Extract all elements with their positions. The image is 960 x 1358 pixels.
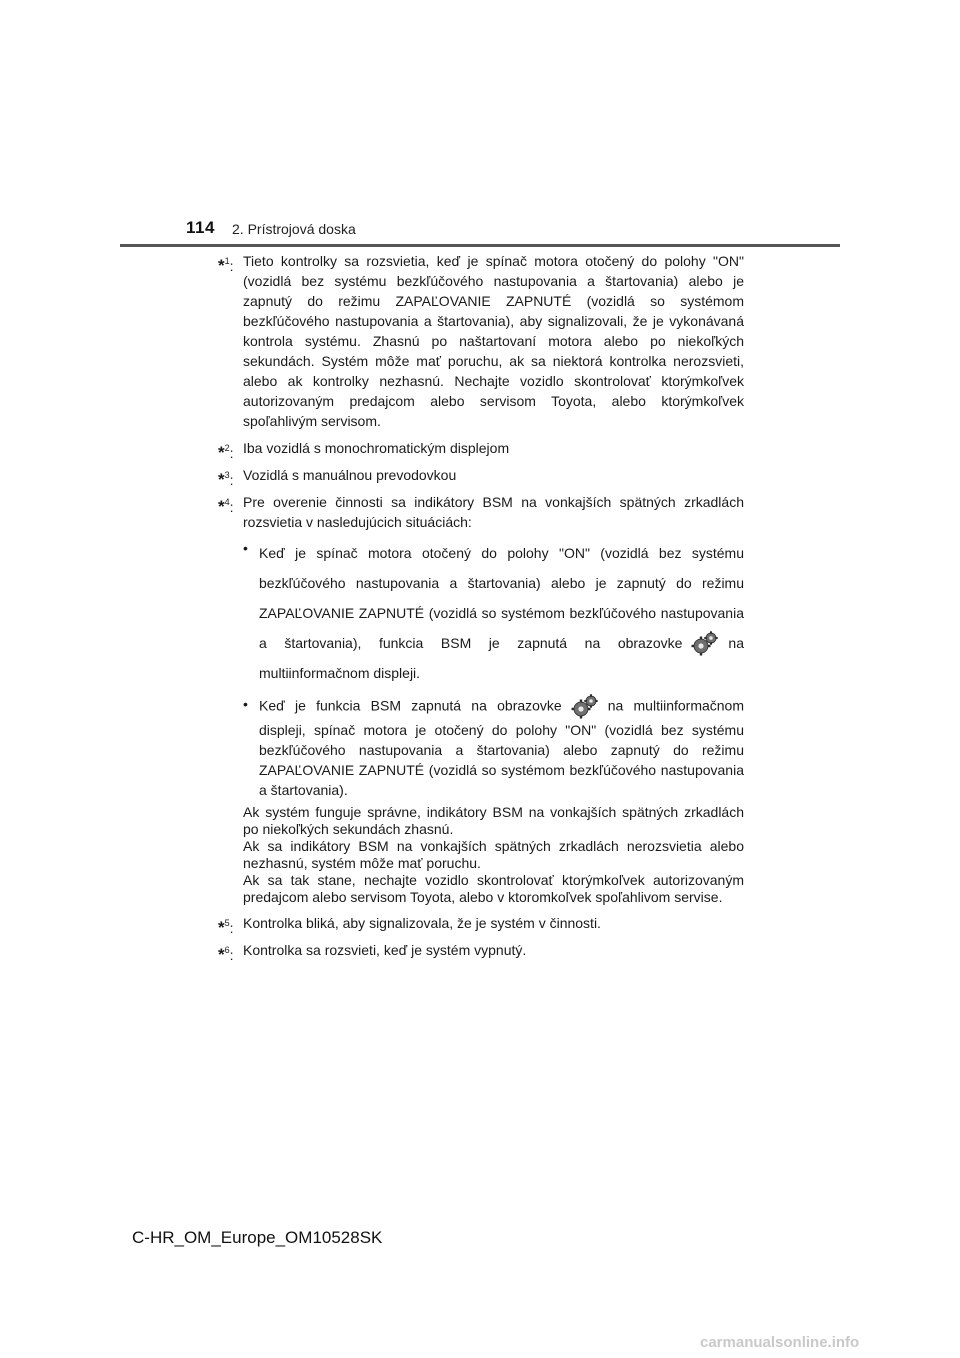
bullet-dot: • (243, 696, 248, 712)
footnote-5 (218, 913, 744, 937)
footnote-marker: *$^6$: (218, 945, 234, 964)
footnote-text: Pre overenie činnosti sa indikátory BSM na vonkajších spätných zrkadlách rozsvietia v nasledujúcich situáciách: (243, 494, 744, 530)
footnote-marker: *$^3$: (218, 470, 234, 489)
bullet-item (243, 694, 744, 800)
footnote-marker: *$^1$: (218, 256, 234, 275)
footnote-1 (218, 251, 744, 431)
explanation-line: Ak sa tak stane, nechajte vozidlo skontrolovať ktorýmkoľvek autorizovaným predajcom alebo servisom Toyota, alebo v ktoromkoľvek spoľahlivom servise. (243, 872, 744, 905)
bullet-dot: • (243, 540, 248, 556)
footnote-text: Kontrolka bliká, aby signalizovala, že je systém v činnosti. (243, 915, 601, 931)
header-rule (120, 244, 840, 247)
document-code: C-HR_OM_Europe_OM10528SK (132, 1228, 383, 1247)
footnote-text: Vozidlá s manuálnou prevodovkou (243, 467, 457, 483)
settings-gears-icon (570, 694, 600, 720)
bullet-text: Keď je spínač motora otočený do polohy "ON" (vozidlá bez systému bezkľúčového nastupovania a štartovania) alebo je zapnutý do režimu ZAPAĽOVANIE ZAPNUTÉ (vozidlá so systémom bezkľúčového nastupovania a štartovania), funkcia BSM je zapnutá na obrazovke na multiinformačnom displeji. (259, 545, 744, 681)
footnote-text: Tieto kontrolky sa rozsvietia, keď je spínač motora otočený do polohy "ON" (vozidlá bez systému bezkľúčového nastupovania a štartovania) alebo je zapnutý do režimu ZAPAĽOVANIE ZAPNUTÉ (vozidlá so systémom bezkľúčového nastupovania a štartovania), aby signalizovali, že je vykonávaná kontrola systému. Zhasnú po naštartovaní motora alebo po niekoľkých sekundách. Systém môže mať poruchu, ak sa niektorá kontrolka nerozsvieti, alebo ak kontrolky nezhasnú. Nechajte vozidlo skontrolovať ktorýmkoľvek autorizovaným predajcom alebo servisom Toyota, alebo ktorýmkoľvek spoľahlivým servisom. (243, 253, 744, 429)
footnote-text: Iba vozidlá s monochromatickým displejom (243, 440, 510, 456)
footnote-4 (218, 492, 744, 906)
footnote-6 (218, 940, 744, 964)
watermark: carmanualsonline.info (700, 1334, 860, 1351)
footnote-2 (218, 438, 744, 462)
notes-content (218, 251, 744, 967)
footnote-text: Kontrolka sa rozsvieti, keď je systém vypnutý. (243, 942, 527, 958)
footnote-marker: *$^4$: (218, 497, 234, 516)
footnote-marker: *$^2$: (218, 443, 234, 462)
bsm-check-explanation (243, 804, 744, 906)
settings-gears-icon (690, 631, 720, 657)
bullet-item (243, 538, 744, 688)
explanation-line: Ak systém funguje správne, indikátory BSM na vonkajších spätných zrkadlách po niekoľkých sekundách zhasnú. (243, 804, 744, 837)
explanation-line: Ak sa indikátory BSM na vonkajších spätných zrkadlách nerozsvietia alebo nezhasnú, systém môže mať poruchu. (243, 838, 744, 871)
section-title: 2. Prístrojová doska (232, 221, 356, 237)
footnote-3 (218, 465, 744, 489)
footnote-marker: *$^5$: (218, 918, 234, 937)
page-number: 114 (186, 218, 215, 237)
bullet-text: Keď je funkcia BSM zapnutá na obrazovke na multiinformačnom displeji, spínač motora je otočený do polohy "ON" (vozidlá bez systému bezkľúčového nastupovania a štartovania) alebo zapnutý do režimu ZAPAĽOVANIE ZAPNUTÉ (vozidlá so systémom bezkľúčového nastupovania a štartovania). (259, 694, 744, 800)
